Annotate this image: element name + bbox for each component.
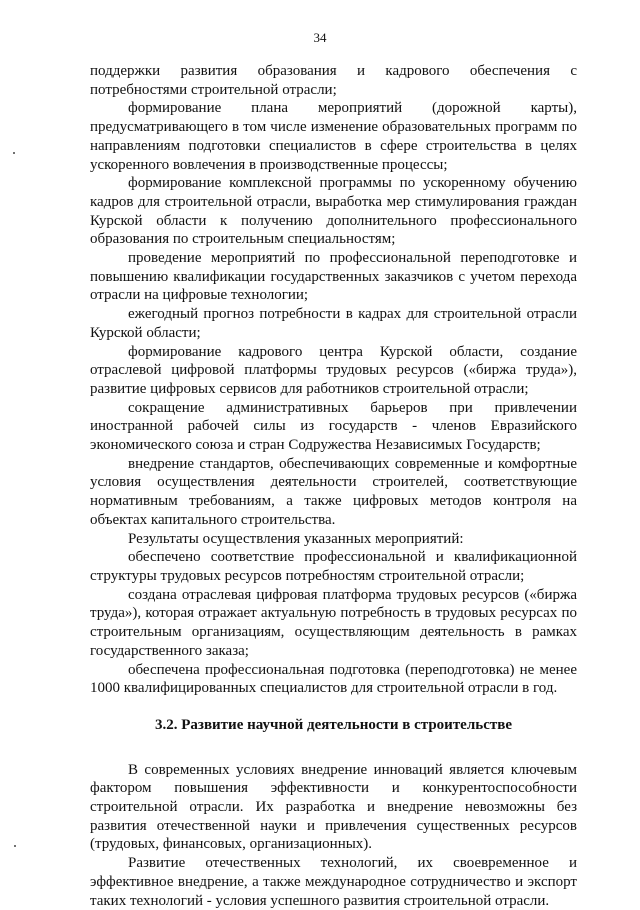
paragraph: ежегодный прогноз потребности в кадрах для строительной отрасли Курской области; [90,306,577,341]
paragraph: обеспечено соответствие профессиональной и квалификационной структуры трудовых ресурсов потребностям строительной отрасли; [90,549,577,584]
scan-speck [14,845,16,847]
paragraph: поддержки развития образования и кадрового обеспечения с потребностями строительной отрасли; [90,63,577,98]
scan-speck [13,152,15,154]
paragraph: создана отраслевая цифровая платформа трудовых ресурсов («биржа труда»), которая отражает актуальную потребность в трудовых ресурсах по строительным организациям, осуществляющим деятельность в рамках государственного заказа; [90,586,577,659]
paragraph: В современных условиях внедрение инноваций является ключевым фактором повышения эффективности и конкурентоспособности строительной отрасли. Их разработка и внедрение невозможны без развития отечественной науки и привлечения существенных ресурсов (трудовых, финансовых, организационных). [90,761,577,853]
paragraph: Результаты осуществления указанных мероприятий: [128,530,464,547]
paragraph: внедрение стандартов, обеспечивающих современные и комфортные условия осуществления деятельности строителей, соответствующие нормативным требованиям, а также цифровых методов контроля на объектах капитального строительства. [90,455,577,528]
paragraph: обеспечена профессиональная подготовка (переподготовка) не менее 1000 квалифицированных специалистов для строительной отрасли в год. [90,661,577,697]
paragraph: формирование плана мероприятий (дорожной карты), предусматривающего в том числе изменение образовательных программ по направлениям подготовки специалистов в сфере строительства в целях ускоренного вовлечения в производственные процессы; [90,100,577,173]
paragraph: сокращение административных барьеров при привлечении иностранной рабочей силы из государств - членов Евразийского экономического союза и стран Содружества Независимых Государств; [90,399,577,454]
paragraph: формирование кадрового центра Курской области, создание отраслевой цифровой платформы трудовых ресурсов («биржа труда»), развитие цифровых сервисов для работников строительной отрасли; [90,343,577,397]
page-body [90,62,577,910]
paragraph: Развитие отечественных технологий, их своевременное и эффективное внедрение, а также международное сотрудничество и экспорт таких технологий - условия успешного развития строительной отрасли. [90,855,577,909]
page-number: 34 [313,30,327,45]
section-heading: 3.2. Развитие научной деятельности в строительстве [155,716,512,733]
paragraph: формирование комплексной программы по ускоренному обучению кадров для строительной отрасли, выработка мер стимулирования граждан Курской области к получению дополнительного профессионального образования по строительным специальностям; [90,175,577,248]
paragraph: проведение мероприятий по профессиональной переподготовке и повышению квалификации государственных заказчиков с учетом перехода отрасли на цифровые технологии; [90,250,577,304]
